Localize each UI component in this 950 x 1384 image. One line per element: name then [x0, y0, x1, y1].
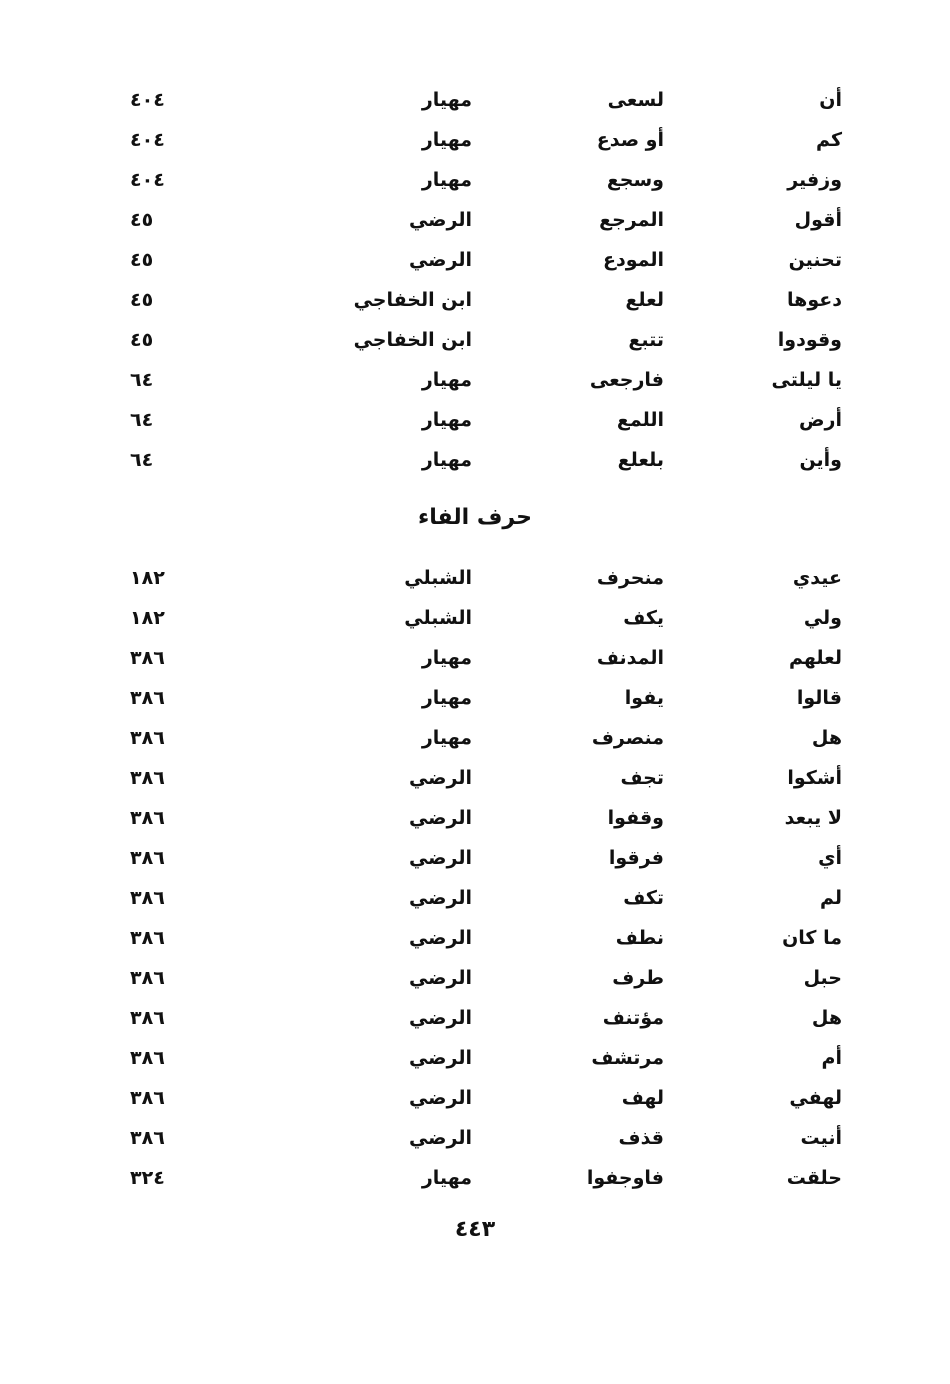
table-row	[0, 638, 950, 678]
page-reference: ٣٨٦	[130, 1047, 165, 1069]
page-reference: ٤٠٤	[130, 169, 165, 191]
table-row	[0, 1038, 950, 1078]
poet-name: الشبلي	[404, 567, 472, 589]
poet-name: ابن الخفاجي	[353, 289, 472, 311]
rhyme-word: نطف	[615, 927, 664, 949]
rhyme-first-word: لعلهم	[788, 647, 842, 669]
rhyme-first-word: أقول	[794, 209, 842, 231]
table-row	[0, 1078, 950, 1118]
table-row	[0, 360, 950, 400]
rhyme-first-word: وزفير	[787, 169, 842, 191]
page-reference: ٣٨٦	[130, 727, 165, 749]
poet-name: مهيار	[421, 727, 472, 749]
table-row	[0, 120, 950, 160]
poet-name: الرضي	[408, 1007, 472, 1029]
table-row	[0, 80, 950, 120]
page-reference: ٣٨٦	[130, 1007, 165, 1029]
page-reference: ٤٥	[130, 289, 154, 311]
poet-name: الرضي	[408, 847, 472, 869]
rhyme-word: مؤتنف	[602, 1007, 664, 1029]
rhyme-word: اللمع	[616, 409, 664, 431]
rhyme-word: لعلع	[625, 289, 664, 311]
poet-name: الرضي	[408, 1047, 472, 1069]
rhyme-word: أو صدع	[596, 129, 664, 151]
page-reference: ٣٨٦	[130, 967, 165, 989]
rhyme-first-word: هل	[811, 727, 842, 749]
table-row	[0, 918, 950, 958]
rhyme-word: مرتشف	[591, 1047, 664, 1069]
rhyme-first-word: حبل	[803, 967, 842, 989]
page-reference: ٦٤	[130, 409, 154, 431]
table-row	[0, 758, 950, 798]
page-reference: ٤٠٤	[130, 89, 165, 111]
page-reference: ٣٢٤	[130, 1167, 165, 1189]
rhyme-word: لسعى	[607, 89, 664, 111]
page-reference: ٦٤	[130, 369, 154, 391]
poet-name: مهيار	[421, 449, 472, 471]
rhyme-first-word: وأين	[799, 449, 842, 471]
poet-name: الرضي	[408, 927, 472, 949]
rhyme-first-word: لهفي	[789, 1087, 842, 1109]
rhyme-first-word: قالوا	[796, 687, 842, 709]
page-reference: ١٨٢	[130, 567, 165, 589]
section-heading: حرف الفاء	[418, 505, 532, 530]
rhyme-word: فارجعى	[589, 369, 664, 391]
page-reference: ٣٨٦	[130, 647, 165, 669]
page-reference: ١٨٢	[130, 607, 165, 629]
table-row	[0, 718, 950, 758]
rhyme-word: يكف	[623, 607, 664, 629]
page-reference: ٦٤	[130, 449, 154, 471]
rhyme-first-word: لا يبعد	[784, 807, 842, 829]
page-reference: ٣٨٦	[130, 767, 165, 789]
poet-name: مهيار	[421, 169, 472, 191]
table-row	[0, 798, 950, 838]
rhyme-word: طرف	[612, 967, 664, 989]
table-row	[0, 678, 950, 718]
rhyme-first-word: كم	[816, 129, 842, 151]
rhyme-first-word: أن	[819, 89, 842, 111]
page-reference: ٤٥	[130, 209, 154, 231]
rhyme-word: تجف	[620, 767, 664, 789]
page-reference: ٤٥	[130, 329, 154, 351]
rhyme-word: منحرف	[596, 567, 664, 589]
rhyme-first-word: أرض	[798, 409, 842, 431]
poet-name: الرضي	[408, 807, 472, 829]
rhyme-word: منصرف	[591, 727, 664, 749]
poet-name: مهيار	[421, 687, 472, 709]
rhyme-word: وسجع	[606, 169, 664, 191]
table-row	[0, 838, 950, 878]
poet-name: الرضي	[408, 1087, 472, 1109]
page-reference: ٣٨٦	[130, 1087, 165, 1109]
rhyme-first-word: يا ليلتى	[771, 369, 842, 391]
rhyme-first-word: أي	[818, 847, 842, 869]
poet-name: الرضي	[408, 767, 472, 789]
rhyme-first-word: وقودوا	[777, 329, 842, 351]
page-reference: ٤٠٤	[130, 129, 165, 151]
page-reference: ٣٨٦	[130, 807, 165, 829]
poet-name: مهيار	[421, 369, 472, 391]
rhyme-word: يفوا	[624, 687, 664, 709]
table-row	[0, 240, 950, 280]
poet-name: مهيار	[421, 409, 472, 431]
rhyme-first-word: أم	[821, 1047, 842, 1069]
poet-name: مهيار	[421, 1167, 472, 1189]
page-reference: ٣٨٦	[130, 887, 165, 909]
table-row	[0, 400, 950, 440]
rhyme-first-word: تحنين	[788, 249, 842, 271]
table-row	[0, 200, 950, 240]
rhyme-word: بلعلع	[617, 449, 664, 471]
table-row	[0, 280, 950, 320]
rhyme-word: قذف	[618, 1127, 664, 1149]
table-row	[0, 1118, 950, 1158]
page-reference: ٣٨٦	[130, 927, 165, 949]
rhyme-first-word: حلقت	[786, 1167, 842, 1189]
poet-name: الرضي	[408, 249, 472, 271]
rhyme-word: فرقوا	[608, 847, 664, 869]
table-row	[0, 440, 950, 480]
rhyme-first-word: أشكوا	[787, 767, 842, 789]
rhyme-first-word: ما كان	[782, 927, 842, 949]
table-row	[0, 998, 950, 1038]
poet-name: ابن الخفاجي	[353, 329, 472, 351]
page-reference: ٣٨٦	[130, 847, 165, 869]
poet-name: الشبلي	[404, 607, 472, 629]
rhyme-first-word: هل	[811, 1007, 842, 1029]
rhyme-word: المدنف	[596, 647, 664, 669]
table-row	[0, 320, 950, 360]
table-row	[0, 160, 950, 200]
table-row	[0, 878, 950, 918]
poet-name: مهيار	[421, 129, 472, 151]
page-reference: ٤٥	[130, 249, 154, 271]
poet-name: الرضي	[408, 967, 472, 989]
page-number: ٤٤٣	[454, 1217, 496, 1242]
table-row	[0, 1158, 950, 1198]
rhyme-word: وقفوا	[607, 807, 664, 829]
rhyme-first-word: دعوها	[787, 289, 842, 311]
poet-name: الرضي	[408, 1127, 472, 1149]
rhyme-first-word: ولي	[803, 607, 842, 629]
page-reference: ٣٨٦	[130, 687, 165, 709]
table-row	[0, 958, 950, 998]
rhyme-word: لهف	[621, 1087, 664, 1109]
poet-name: الرضي	[408, 209, 472, 231]
poet-name: مهيار	[421, 89, 472, 111]
rhyme-word: فاوجفوا	[586, 1167, 664, 1189]
rhyme-first-word: عيدي	[792, 567, 842, 589]
page-reference: ٣٨٦	[130, 1127, 165, 1149]
rhyme-word: المرجع	[599, 209, 664, 231]
table-row	[0, 558, 950, 598]
rhyme-first-word: لم	[819, 887, 842, 909]
rhyme-word: تتبع	[628, 329, 664, 351]
rhyme-word: تكف	[623, 887, 664, 909]
poet-name: الرضي	[408, 887, 472, 909]
rhyme-word: المودع	[602, 249, 664, 271]
rhyme-first-word: أنيت	[800, 1127, 842, 1149]
table-row	[0, 598, 950, 638]
poet-name: مهيار	[421, 647, 472, 669]
